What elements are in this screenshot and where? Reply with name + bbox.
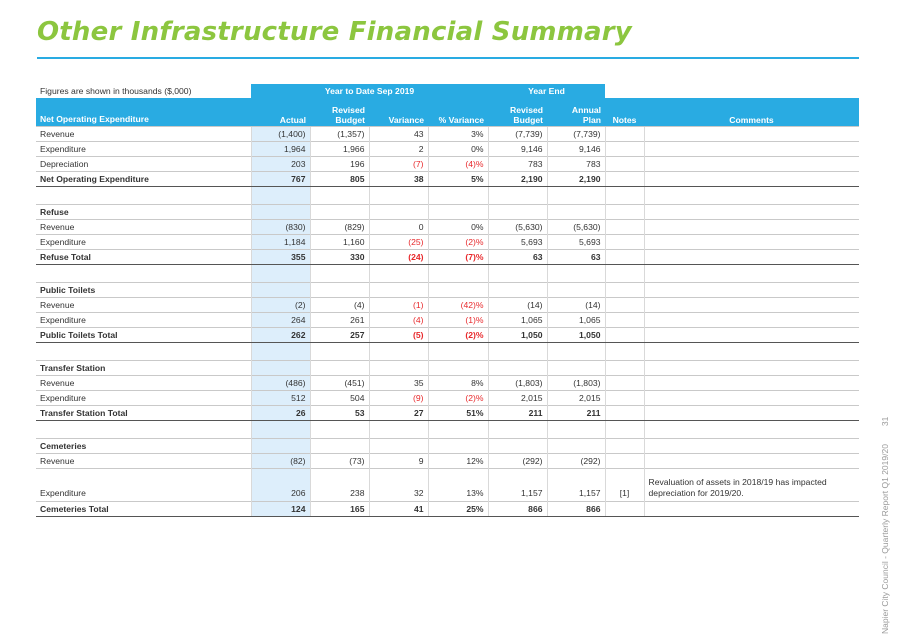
empty-cell (605, 439, 644, 454)
cell-variance: 41 (369, 502, 428, 517)
table-row (36, 157, 859, 172)
empty-cell (547, 343, 605, 361)
cell-comments (644, 406, 859, 421)
row-label: Cemeteries Total (36, 502, 251, 517)
cell-ye_budget: (5,630) (488, 220, 547, 235)
cell-actual: (830) (251, 220, 310, 235)
cell-variance: 35 (369, 376, 428, 391)
cell-ye_budget: 2,015 (488, 391, 547, 406)
empty-cell (488, 361, 547, 376)
cell-budget: 504 (310, 391, 369, 406)
cell-budget: 165 (310, 502, 369, 517)
cell-budget: 261 (310, 313, 369, 328)
cell-budget: 196 (310, 157, 369, 172)
cell-notes (605, 298, 644, 313)
section-label: Refuse (36, 205, 251, 220)
cell-actual: 206 (251, 469, 310, 502)
cell-variance: (1) (369, 298, 428, 313)
cell-actual: (2) (251, 298, 310, 313)
cell-ye_budget: (7,739) (488, 127, 547, 142)
cell-notes (605, 454, 644, 469)
empty-cell (605, 343, 644, 361)
cell-actual: 26 (251, 406, 310, 421)
col-header-label: Net Operating Expenditure (40, 114, 149, 124)
empty-cell (644, 421, 859, 439)
cell-comments (644, 313, 859, 328)
figures-note: Figures are shown in thousands ($,000) (40, 86, 192, 96)
empty-cell (251, 439, 310, 454)
col-header-actual: Actual (279, 115, 306, 125)
cell-pct: (42)% (428, 298, 488, 313)
section-header-row (36, 205, 859, 220)
row-label: Refuse Total (36, 250, 251, 265)
empty-cell (310, 343, 369, 361)
cell-plan: 63 (547, 250, 605, 265)
cell-actual: (486) (251, 376, 310, 391)
cell-budget: (829) (310, 220, 369, 235)
financial-summary-table (36, 84, 859, 517)
cell-comments (644, 298, 859, 313)
cell-plan: 783 (547, 157, 605, 172)
cell-notes (605, 172, 644, 187)
year-end-group-header: Year End (488, 84, 605, 98)
cell-budget: (4) (310, 298, 369, 313)
cell-ye_budget: 783 (488, 157, 547, 172)
row-label: Depreciation (36, 157, 251, 172)
table-row (36, 391, 859, 406)
empty-cell (310, 205, 369, 220)
table-row (36, 454, 859, 469)
empty-cell (251, 205, 310, 220)
cell-variance: 27 (369, 406, 428, 421)
cell-pct: 3% (428, 127, 488, 142)
cell-notes (605, 127, 644, 142)
empty-cell (605, 283, 644, 298)
cell-budget: 805 (310, 172, 369, 187)
table-row (36, 469, 859, 502)
cell-variance: 43 (369, 127, 428, 142)
cell-pct: (4)% (428, 157, 488, 172)
cell-variance: 38 (369, 172, 428, 187)
cell-budget: (451) (310, 376, 369, 391)
spacer-cell (36, 265, 251, 283)
empty-cell (488, 187, 547, 205)
empty-cell (251, 361, 310, 376)
section-header-row (36, 283, 859, 298)
cell-variance: 9 (369, 454, 428, 469)
cell-actual: 767 (251, 172, 310, 187)
cell-notes (605, 235, 644, 250)
cell-ye_budget: (292) (488, 454, 547, 469)
cell-pct: (2)% (428, 328, 488, 343)
empty-cell (605, 187, 644, 205)
cell-comments (644, 391, 859, 406)
empty-cell (488, 421, 547, 439)
spacer-cell (36, 187, 251, 205)
cell-comments (644, 376, 859, 391)
row-label: Expenditure (36, 142, 251, 157)
cell-budget: 1,966 (310, 142, 369, 157)
empty-cell (369, 205, 428, 220)
cell-ye_budget: 5,693 (488, 235, 547, 250)
cell-pct: (7)% (428, 250, 488, 265)
cell-notes (605, 250, 644, 265)
row-label: Revenue (36, 298, 251, 313)
cell-comments (644, 454, 859, 469)
cell-notes (605, 391, 644, 406)
cell-plan: 1,065 (547, 313, 605, 328)
empty-cell (251, 421, 310, 439)
cell-pct: 12% (428, 454, 488, 469)
row-label: Expenditure (36, 391, 251, 406)
table-row (36, 235, 859, 250)
col-header-revised-budget: Revised Budget (332, 105, 365, 125)
empty-cell (369, 265, 428, 283)
section-label: Public Toilets (36, 283, 251, 298)
cell-pct: (2)% (428, 391, 488, 406)
cell-budget: 238 (310, 469, 369, 502)
cell-pct: 8% (428, 376, 488, 391)
empty-cell (251, 265, 310, 283)
empty-cell (369, 187, 428, 205)
cell-actual: 1,964 (251, 142, 310, 157)
cell-comments (644, 328, 859, 343)
spacer-row (36, 343, 859, 361)
row-label: Expenditure (36, 313, 251, 328)
table-row (36, 313, 859, 328)
table-row (36, 298, 859, 313)
table-row (36, 220, 859, 235)
cell-plan: 211 (547, 406, 605, 421)
cell-pct: 0% (428, 220, 488, 235)
total-row (36, 328, 859, 343)
cell-ye_budget: 866 (488, 502, 547, 517)
cell-actual: 124 (251, 502, 310, 517)
cell-variance: 2 (369, 142, 428, 157)
empty-cell (644, 439, 859, 454)
empty-cell (251, 343, 310, 361)
cell-variance: (7) (369, 157, 428, 172)
col-header-annual-plan: Annual Plan (571, 105, 602, 125)
table-row (36, 127, 859, 142)
cell-notes (605, 502, 644, 517)
empty-cell (644, 361, 859, 376)
empty-cell (644, 205, 859, 220)
empty-cell (605, 361, 644, 376)
empty-cell (488, 205, 547, 220)
col-header-ye-revised-budget: Revised Budget (510, 105, 544, 125)
cell-actual: 512 (251, 391, 310, 406)
cell-notes (605, 220, 644, 235)
cell-ye_budget: 211 (488, 406, 547, 421)
cell-ye_budget: 1,065 (488, 313, 547, 328)
cell-budget: 53 (310, 406, 369, 421)
empty-cell (488, 283, 547, 298)
empty-cell (644, 343, 859, 361)
cell-ye_budget: (1,803) (488, 376, 547, 391)
empty-cell (251, 187, 310, 205)
cell-notes (605, 376, 644, 391)
cell-plan: 9,146 (547, 142, 605, 157)
page-number: 31 (880, 416, 890, 427)
row-label: Revenue (36, 454, 251, 469)
row-label: Revenue (36, 376, 251, 391)
ytd-group-header: Year to Date Sep 2019 (251, 84, 488, 98)
empty-cell (369, 361, 428, 376)
spacer-cell (36, 421, 251, 439)
cell-plan: 5,693 (547, 235, 605, 250)
cell-ye_budget: 63 (488, 250, 547, 265)
empty-cell (644, 187, 859, 205)
column-header-row (36, 98, 859, 127)
cell-actual: (82) (251, 454, 310, 469)
row-label: Public Toilets Total (36, 328, 251, 343)
spacer-row (36, 187, 859, 205)
cell-comments (644, 172, 859, 187)
empty-cell (369, 343, 428, 361)
empty-cell (428, 421, 488, 439)
cell-plan: (7,739) (547, 127, 605, 142)
cell-notes (605, 406, 644, 421)
cell-notes (605, 157, 644, 172)
cell-plan: (14) (547, 298, 605, 313)
empty-cell (547, 283, 605, 298)
title-underline (37, 57, 859, 59)
cell-budget: 1,160 (310, 235, 369, 250)
empty-cell (547, 421, 605, 439)
empty-cell (428, 343, 488, 361)
cell-pct: 13% (428, 469, 488, 502)
empty-cell (605, 265, 644, 283)
cell-comments (644, 250, 859, 265)
section-header-row (36, 439, 859, 454)
cell-notes: [1] (605, 469, 644, 502)
empty-cell (428, 205, 488, 220)
empty-cell (369, 421, 428, 439)
cell-plan: (5,630) (547, 220, 605, 235)
empty-cell (488, 343, 547, 361)
cell-actual: 355 (251, 250, 310, 265)
empty-cell (310, 187, 369, 205)
total-row (36, 250, 859, 265)
cell-ye_budget: 2,190 (488, 172, 547, 187)
cell-comments (644, 157, 859, 172)
empty-cell (428, 265, 488, 283)
cell-ye_budget: 1,050 (488, 328, 547, 343)
cell-comments (644, 127, 859, 142)
cell-comments: Revaluation of assets in 2018/19 has impacted depreciation for 2019/20. (644, 469, 859, 502)
cell-ye_budget: (14) (488, 298, 547, 313)
cell-budget: 257 (310, 328, 369, 343)
cell-plan: 1,157 (547, 469, 605, 502)
cell-actual: 264 (251, 313, 310, 328)
total-row (36, 172, 859, 187)
empty-cell (488, 439, 547, 454)
side-footer (880, 414, 890, 634)
empty-cell (428, 361, 488, 376)
cell-actual: 262 (251, 328, 310, 343)
empty-cell (644, 283, 859, 298)
cell-variance: 32 (369, 469, 428, 502)
empty-cell (547, 205, 605, 220)
cell-variance: (25) (369, 235, 428, 250)
section-label: Cemeteries (36, 439, 251, 454)
empty-cell (428, 439, 488, 454)
cell-pct: 51% (428, 406, 488, 421)
empty-cell (369, 283, 428, 298)
row-label: Net Operating Expenditure (36, 172, 251, 187)
empty-cell (644, 265, 859, 283)
cell-variance: (24) (369, 250, 428, 265)
cell-notes (605, 313, 644, 328)
row-label: Expenditure (36, 235, 251, 250)
empty-cell (310, 439, 369, 454)
cell-variance: (4) (369, 313, 428, 328)
empty-cell (605, 205, 644, 220)
cell-pct: 5% (428, 172, 488, 187)
page-title: Other Infrastructure Financial Summary (37, 17, 632, 47)
empty-cell (488, 265, 547, 283)
empty-cell (310, 361, 369, 376)
cell-pct: 25% (428, 502, 488, 517)
spacer-row (36, 421, 859, 439)
row-label: Expenditure (36, 469, 251, 502)
table-row (36, 142, 859, 157)
table-row (36, 376, 859, 391)
cell-plan: 2,190 (547, 172, 605, 187)
cell-budget: (73) (310, 454, 369, 469)
empty-cell (605, 421, 644, 439)
cell-variance: 0 (369, 220, 428, 235)
empty-cell (547, 361, 605, 376)
empty-cell (310, 265, 369, 283)
spacer-row (36, 265, 859, 283)
row-label: Revenue (36, 220, 251, 235)
cell-ye_budget: 1,157 (488, 469, 547, 502)
total-row (36, 406, 859, 421)
cell-ye_budget: 9,146 (488, 142, 547, 157)
cell-plan: (1,803) (547, 376, 605, 391)
cell-notes (605, 328, 644, 343)
col-header-pct-variance: % Variance (438, 115, 485, 125)
cell-variance: (5) (369, 328, 428, 343)
cell-budget: (1,357) (310, 127, 369, 142)
empty-cell (310, 283, 369, 298)
side-footer-text: Napier City Council - Quarterly Report Q1 2019/20 (880, 444, 890, 634)
empty-cell (428, 283, 488, 298)
cell-pct: (2)% (428, 235, 488, 250)
cell-actual: (1,400) (251, 127, 310, 142)
cell-pct: (1)% (428, 313, 488, 328)
section-header-row (36, 361, 859, 376)
cell-actual: 1,184 (251, 235, 310, 250)
col-header-notes: Notes (612, 115, 637, 125)
cell-comments (644, 502, 859, 517)
empty-cell (547, 439, 605, 454)
total-row (36, 502, 859, 517)
cell-comments (644, 220, 859, 235)
empty-cell (310, 421, 369, 439)
empty-cell (369, 439, 428, 454)
cell-comments (644, 235, 859, 250)
cell-comments (644, 142, 859, 157)
col-header-variance: Variance (388, 115, 424, 125)
empty-cell (251, 283, 310, 298)
cell-plan: 2,015 (547, 391, 605, 406)
section-label: Transfer Station (36, 361, 251, 376)
cell-plan: 1,050 (547, 328, 605, 343)
spacer-cell (36, 343, 251, 361)
empty-cell (547, 187, 605, 205)
row-label: Transfer Station Total (36, 406, 251, 421)
cell-pct: 0% (428, 142, 488, 157)
col-header-comments: Comments (729, 115, 774, 125)
cell-budget: 330 (310, 250, 369, 265)
empty-cell (547, 265, 605, 283)
cell-plan: 866 (547, 502, 605, 517)
cell-plan: (292) (547, 454, 605, 469)
cell-notes (605, 142, 644, 157)
row-label: Revenue (36, 127, 251, 142)
empty-cell (428, 187, 488, 205)
cell-actual: 203 (251, 157, 310, 172)
cell-variance: (9) (369, 391, 428, 406)
